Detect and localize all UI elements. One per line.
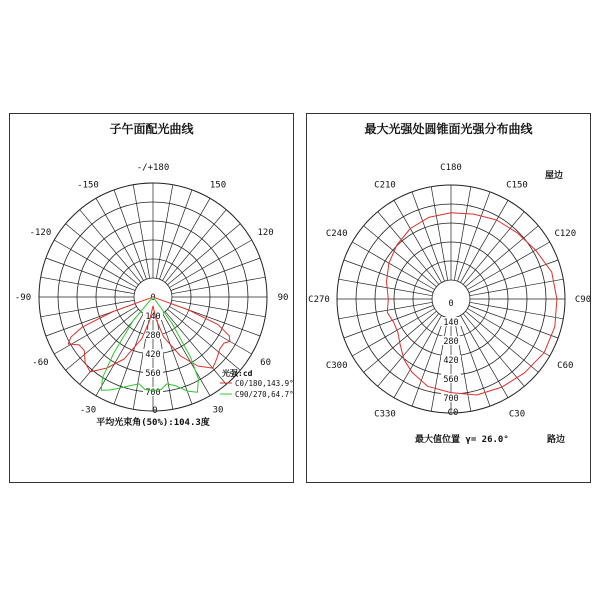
cone-angle-label: C300 xyxy=(325,361,348,371)
meridian-radial-tick-label: 560 xyxy=(145,369,161,379)
cone-radial-tick-label: 420 xyxy=(443,356,459,366)
cone-grid-spoke xyxy=(466,226,539,287)
meridian-chart-title: 子午面配光曲线 xyxy=(109,122,194,136)
cone-grid-spoke xyxy=(364,226,437,287)
meridian-grid-spoke xyxy=(66,309,139,370)
meridian-angle-label: -120 xyxy=(29,228,52,238)
cone-radial-tick-label: 140 xyxy=(443,318,459,328)
cone-angle-label: C180 xyxy=(440,163,462,173)
cone-angle-label: C60 xyxy=(557,361,574,371)
cone-angle-label: C270 xyxy=(308,295,330,305)
meridian-angle-label: 120 xyxy=(257,228,274,238)
meridian-radial-tick-label: 700 xyxy=(145,388,161,398)
cone-angle-label: C240 xyxy=(325,229,348,239)
meridian-angle-label: 150 xyxy=(209,180,227,191)
meridian-radial-tick-label: 280 xyxy=(145,331,161,341)
meridian-angle-label: 90 xyxy=(277,293,289,303)
meridian-radial-tick-label: 0 xyxy=(150,293,156,303)
cone-polar-chart xyxy=(307,114,592,484)
meridian-angle-label: -90 xyxy=(14,293,32,303)
meridian-grid-spoke xyxy=(66,224,139,285)
meridian-polar-chart xyxy=(10,114,295,484)
cone-series-line xyxy=(387,213,557,395)
meridian-grid-spoke xyxy=(165,210,226,283)
max-position-footer: 最大值位置 γ= 26.0° xyxy=(415,435,509,445)
meridian-angle-label: 30 xyxy=(212,405,224,416)
meridian-grid-spoke xyxy=(165,312,226,385)
meridian-angle-label: -/+180 xyxy=(136,163,170,173)
cone-angle-label: C0 xyxy=(447,408,459,418)
cone-angle-label: C210 xyxy=(374,180,396,191)
cone-angle-label: C150 xyxy=(506,180,528,191)
meridian-radial-tick-label: 420 xyxy=(145,350,161,360)
meridian-angle-label: -60 xyxy=(32,358,49,368)
corner-label-house-side: 屋边 xyxy=(545,171,564,181)
cone-chart-panel xyxy=(306,113,591,483)
corner-label-road-side: 路边 xyxy=(547,435,566,445)
cone-angle-label: C90 xyxy=(574,295,592,305)
meridian-chart-panel xyxy=(9,113,294,483)
meridian-grid-spoke xyxy=(168,224,241,285)
legend-entry: C0/180,143.9° xyxy=(235,379,294,388)
meridian-angle-label: 60 xyxy=(260,358,272,368)
cone-grid-spoke xyxy=(378,314,439,387)
legend-entry: C90/270,64.7° xyxy=(235,390,294,399)
meridian-grid-spoke xyxy=(80,210,141,283)
meridian-radial-tick-label: 140 xyxy=(145,312,161,322)
cone-radial-tick-label: 700 xyxy=(443,394,459,404)
meridian-angle-label: -150 xyxy=(77,180,99,191)
cone-grid-spoke xyxy=(466,311,539,372)
intensity-unit-label: 光强:cd xyxy=(222,369,253,378)
meridian-angle-label: 0 xyxy=(152,406,158,416)
meridian-angle-label: -30 xyxy=(79,405,97,416)
cone-grid-spoke xyxy=(463,212,524,285)
cone-grid-spoke xyxy=(463,314,524,387)
cone-radial-tick-label: 0 xyxy=(448,299,454,309)
cone-chart-title: 最大光强处圆锥面光强分布曲线 xyxy=(364,122,533,136)
cone-angle-label: C30 xyxy=(508,409,526,420)
beam-angle-footer: 平均光束角(50%):104.3度 xyxy=(96,418,210,428)
cone-radial-tick-label: 560 xyxy=(443,375,459,385)
cone-radial-tick-label: 280 xyxy=(443,337,459,347)
cone-angle-label: C120 xyxy=(554,229,577,239)
cone-angle-label: C330 xyxy=(374,409,396,420)
cone-grid-spoke xyxy=(378,212,439,285)
